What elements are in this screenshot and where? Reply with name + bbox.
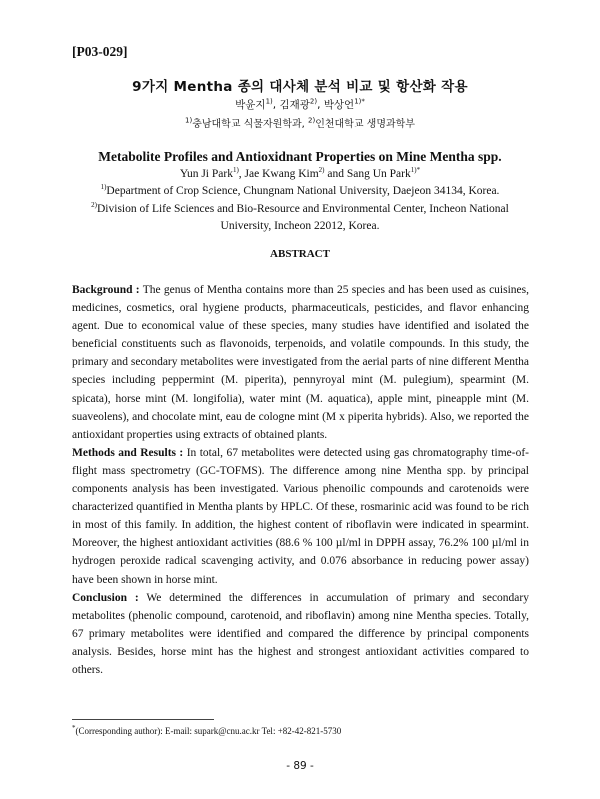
- en-affil-2-sup: 2): [91, 200, 97, 209]
- methods-text: In total, 67 metabolites were detected using gas chromatography time-of-flight mass spectrometry (GC-TOFMS). The difference among nine Mentha spp. by principal components analysis has been investigated. Various phenoilic compounds and carotenoids were characterized quantified in Mentha plants by HPLC. Of these, rosmarinic acid was found to be rich in most of this family. In addition, the highest content of riboflavin were indicated in spearmint. Moreover, the highest antioxidant activities (88.6 % 100 µl/ml in DPPH assay, 76.2% 100 µl/ml in hydrogen peroxide radical scavenging activity, and 0.076 absorbance in reducing power assay) have been shown in horse mint.: [72, 446, 529, 586]
- kr-affil-1: 충남대학교 식물자원학과,: [192, 119, 308, 130]
- footnote-text: (Corresponding author): E-mail: supark@cnu.ac.kr Tel: +82-42-821-5730: [75, 726, 342, 736]
- en-author-2: Jae Kwang Kim: [244, 168, 319, 180]
- en-affil-2-line: [70, 201, 530, 236]
- background-text: The genus of Mentha contains more than 25 species and has been used as cuisines, medicines, cosmetics, oral hygiene products, pharmaceuticals, pesticides, and flavor enhancing agent. Due to economical value of these species, many studies have identified and isolated the beneficial constituents such as flavonoids, terpenoids, and volatile compounds. In this study, the primary and secondary metabolites were investigated from the aerial parts of nine different Mentha species including peppermint (M. piperita), pennyroyal mint (M. pulegium), spearmint (M. spicata), horse mint (M. longifolia), water mint (M. aquatica), apple mint, pineapple mint (M. suaveolens), and chocolate mint, eau de cologne mint (M x piperita hybrids). Also, we reported the antioxidant properties using extracts of obtained plants.: [72, 284, 529, 441]
- footnote-divider: [72, 719, 214, 720]
- abstract-body: [72, 281, 529, 679]
- korean-title: 9가지 Mentha 종의 대사체 분석 비교 및 항산화 작용: [132, 79, 468, 95]
- en-author-1-sup: 1): [232, 166, 239, 175]
- background-paragraph: [72, 281, 529, 444]
- kr-author-3: 박상언: [323, 99, 355, 111]
- english-title: Metabolite Profiles and Antioxidnant Properties on Mine Mentha spp.: [98, 149, 502, 164]
- kr-author-2: 김재광: [279, 99, 310, 111]
- kr-author-sep-1: ,: [272, 99, 280, 111]
- kr-author-1-sup: 1): [265, 97, 273, 106]
- kr-author-2-sup: 2): [309, 97, 318, 106]
- conclusion-paragraph: [72, 589, 529, 679]
- footnote-sup: *: [72, 724, 76, 732]
- conclusion-label: Conclusion :: [72, 591, 139, 604]
- en-affil-2: Division of Life Sciences and Bio-Resource and Environmental Center, Incheon National University, Incheon 22012, Korea.: [97, 202, 509, 232]
- abstract-heading: ABSTRACT: [270, 248, 330, 260]
- methods-paragraph: [72, 444, 529, 589]
- english-affiliations: [70, 183, 530, 236]
- kr-affil-1-sup: 1): [185, 116, 193, 125]
- kr-author-3-sup: 1)*: [354, 97, 365, 106]
- en-author-3-sup: 1)*: [410, 166, 421, 175]
- abstract-code: [P03-029]: [72, 44, 128, 59]
- kr-affil-2: 인천대학교 생명과학부: [315, 119, 415, 130]
- en-author-2-sup: 2): [318, 166, 325, 175]
- en-author-1: Yun Ji Park: [179, 168, 233, 180]
- english-authors: [0, 168, 600, 180]
- page-number: - 89 -: [286, 760, 314, 772]
- korean-authors: [0, 97, 600, 112]
- en-affil-1: Department of Crop Science, Chungnam National University, Daejeon 34134, Korea.: [106, 185, 500, 197]
- conclusion-text: We determined the differences in accumulation of primary and secondary metabolites (phenolic compound, carotenoid, and riboflavin) among nine Mentha species. Totally, 67 primary metabolites were identified and compared the difference by principal components analysis. Besides, horse mint has the highest and strongest antioxidant activities compared to others.: [72, 591, 529, 676]
- kr-affil-2-sup: 2): [308, 116, 316, 125]
- methods-label: Methods and Results :: [72, 446, 184, 459]
- kr-author-1: 박윤지: [235, 99, 266, 111]
- korean-affiliations: [0, 115, 600, 130]
- corresponding-author-footnote: [72, 726, 341, 736]
- en-affil-1-sup: 1): [100, 183, 107, 192]
- en-affil-1-line: [70, 183, 530, 201]
- background-label: Background :: [72, 284, 140, 296]
- en-author-sep-1: ,: [238, 168, 245, 180]
- en-author-sep-2: and: [324, 168, 347, 180]
- kr-author-sep-2: ,: [317, 99, 324, 111]
- en-author-3: Sang Un Park: [346, 168, 411, 180]
